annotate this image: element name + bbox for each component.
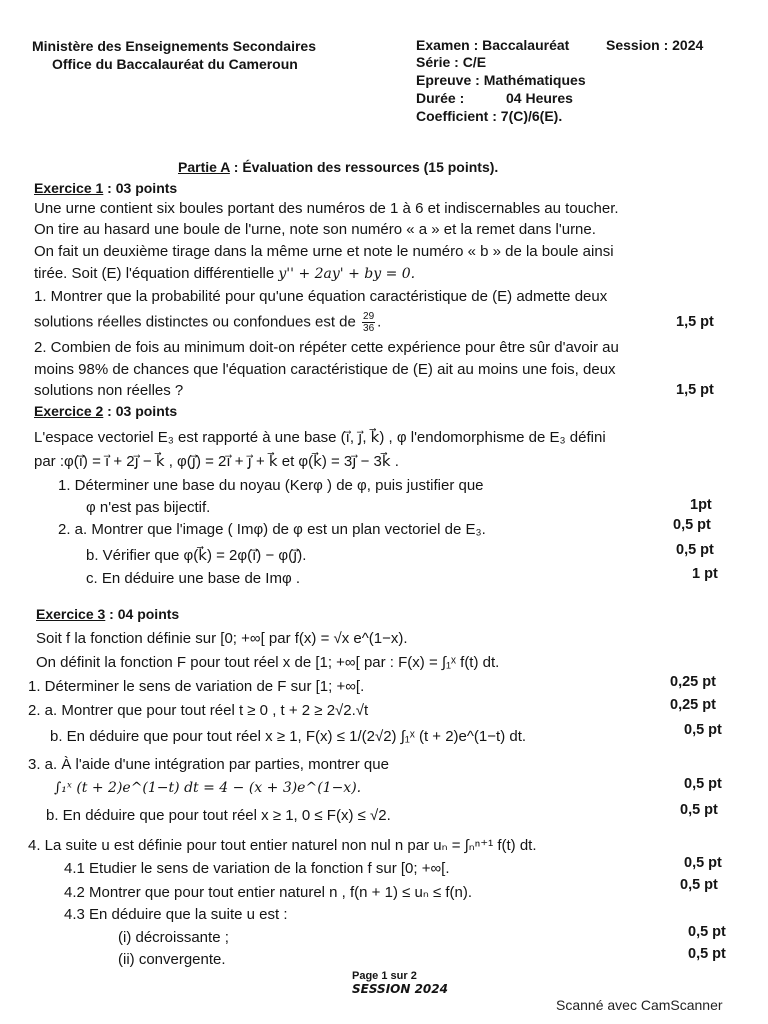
ex1-question-2b: moins 98% de chances que l'équation caractéristique de (E) ait au moins une fois, deux	[34, 361, 616, 378]
ex1-line-1: Une urne contient six boules portant des numéros de 1 à 6 et indiscernables au toucher.	[34, 200, 619, 217]
exercise-3-points: : 04 points	[105, 606, 180, 622]
ex3-question-1: 1. Déterminer le sens de variation de F sur [1; +∞[.	[28, 678, 365, 695]
ex1-line-4-text: tirée. Soit (E) l'équation différentielle	[34, 265, 279, 282]
ex1-line-2: On tire au hasard une boule de l'urne, note son numéro « a » et la remet dans l'urne.	[34, 221, 596, 238]
ex3-question-2b: b. En déduire que pour tout réel x ≥ 1, F(x) ≤ 1/(2√2) ∫₁ˣ (t + 2)e^(1−t) dt.	[50, 728, 527, 745]
exercise-2-points: : 03 points	[103, 403, 178, 419]
ex1-question-1b: solutions réelles distinctes ou confondues est de $\frac{29}{36}$ .	[34, 311, 382, 334]
ex1-q2-points: 1,5 pt	[676, 382, 714, 398]
exercise-2-heading	[34, 403, 177, 419]
epreuve-label: Epreuve : Mathématiques	[416, 72, 586, 88]
ex3-q2b-points: 0,5 pt	[684, 722, 722, 738]
ex3-line-2: On définit la fonction F pour tout réel x de [1; +∞[ par : F(x) = ∫₁ˣ f(t) dt.	[36, 654, 500, 671]
ex2-q1-points: 1pt	[690, 497, 712, 513]
ex1-line-3: On fait un deuxième tirage dans la même urne et note le numéro « b » de la boule ainsi	[34, 243, 614, 260]
office-name: Office du Baccalauréat du Cameroun	[52, 56, 298, 72]
probability-fraction	[362, 311, 375, 334]
coefficient-label: Coefficient : 7(C)/6(E).	[416, 108, 563, 124]
ex3-question-4-3: 4.3 En déduire que la suite u est :	[64, 906, 288, 923]
ex1-line-4	[34, 265, 415, 282]
duree-label: Durée :	[416, 90, 465, 106]
exercise-1-title: Exercice 1	[34, 180, 104, 196]
session-label: Session : 2024	[606, 37, 704, 53]
ex3-question-3b: b. En déduire que pour tout réel x ≥ 1, 0 ≤ F(x) ≤ √2.	[46, 807, 391, 824]
ex2-q2b-points: 0,5 pt	[676, 542, 714, 558]
ex1-question-1b-text: solutions réelles distinctes ou confondues est de	[34, 313, 361, 331]
ex1-question-2a: 2. Combien de fois au minimum doit-on répéter cette expérience pour être sûr d'avoir au	[34, 339, 619, 356]
exercise-3-title: Exercice 3	[36, 606, 106, 622]
fraction-numerator: 29	[363, 311, 375, 322]
part-a-title	[178, 159, 498, 175]
duree-value: 04 Heures	[506, 90, 573, 106]
ex3-q43ii-points: 0,5 pt	[688, 946, 726, 962]
ex2-q2a-points: 0,5 pt	[673, 517, 711, 533]
exercise-2-title: Exercice 2	[34, 403, 104, 419]
ex2-line-1: L'espace vectoriel E₃ est rapporté à une base (i⃗, j⃗, k⃗) , φ l'endomorphisme de E₃ défini	[34, 429, 606, 446]
ex3-line-1: Soit f la fonction définie sur [0; +∞[ par f(x) = √x e^(1−x).	[36, 630, 408, 647]
page-number: Page 1 sur 2	[352, 970, 417, 982]
camscanner-watermark: Scanné avec CamScanner	[556, 997, 723, 1013]
ex3-q43i-points: 0,5 pt	[688, 924, 726, 940]
ex2-question-2c: c. En déduire une base de Imφ .	[86, 570, 301, 587]
ex3-question-3a-2: ∫₁ˣ (t + 2)e^(1−t) dt = 4 − (x + 3)e^(1−x).	[54, 780, 362, 796]
exam-label: Examen : Baccalauréat	[416, 37, 570, 53]
ex3-q42-points: 0,5 pt	[680, 877, 718, 893]
ex2-question-2a: 2. a. Montrer que l'image ( Imφ) de φ est un plan vectoriel de E₃.	[58, 521, 486, 538]
ex3-question-2a: 2. a. Montrer que pour tout réel t ≥ 0 , t + 2 ≥ 2√2.√t	[28, 702, 369, 719]
ex3-q1-points: 0,25 pt	[670, 674, 716, 690]
ex3-question-4: 4. La suite u est définie pour tout entier naturel non nul n par uₙ = ∫ₙⁿ⁺¹ f(t) dt.	[28, 837, 537, 854]
ex1-question-1a: 1. Montrer que la probabilité pour qu'une équation caractéristique de (E) admette deux	[34, 288, 608, 305]
ex2-question-1a: 1. Déterminer une base du noyau (Kerφ ) de φ, puis justifier que	[58, 477, 484, 494]
exercise-1-heading	[34, 180, 177, 196]
ex3-q41-points: 0,5 pt	[684, 855, 722, 871]
ex3-q2a-points: 0,25 pt	[670, 697, 716, 713]
ex1-q1-points: 1,5 pt	[676, 314, 714, 330]
serie-label: Série : C/E	[416, 54, 487, 70]
exercise-1-points: : 03 points	[103, 180, 178, 196]
ex2-q2c-points: 1 pt	[692, 566, 718, 582]
ex3-question-4-2: 4.2 Montrer que pour tout entier naturel n , f(n + 1) ≤ uₙ ≤ f(n).	[64, 884, 473, 901]
footer-session: SESSION 2024	[352, 982, 448, 996]
ex3-q3a-points: 0,5 pt	[684, 776, 722, 792]
ex2-question-1b: φ n'est pas bijectif.	[86, 499, 211, 516]
ex3-question-3a-1: 3. a. À l'aide d'une intégration par parties, montrer que	[28, 756, 389, 773]
ex2-question-2b: b. Vérifier que φ(k⃗) = 2φ(i⃗) − φ(j⃗).	[86, 547, 307, 564]
ex2-line-2: par :φ(i⃗) = i⃗ + 2j⃗ − k⃗ , φ(j⃗) = 2i⃗ + j⃗ + k⃗ et φ(k⃗) = 3j⃗ − 3k⃗ .	[34, 453, 399, 470]
fraction-denominator: 36	[363, 323, 375, 334]
part-a-rest: : Évaluation des ressources (15 points).	[229, 159, 499, 175]
ex3-question-4-1: 4.1 Etudier le sens de variation de la fonction f sur [0; +∞[.	[64, 860, 450, 877]
exercise-3-heading	[36, 606, 179, 622]
ex3-q3b-points: 0,5 pt	[680, 802, 718, 818]
ex3-question-4-3-i: (i) décroissante ;	[118, 929, 229, 946]
differential-equation: y'' + 2ay' + by = 0.	[278, 266, 416, 282]
ex3-question-4-3-ii: (ii) convergente.	[118, 951, 226, 968]
ministry-name: Ministère des Enseignements Secondaires	[32, 38, 316, 54]
part-a-label: Partie A	[178, 159, 230, 175]
ex1-question-2c: solutions non réelles ?	[34, 382, 184, 399]
